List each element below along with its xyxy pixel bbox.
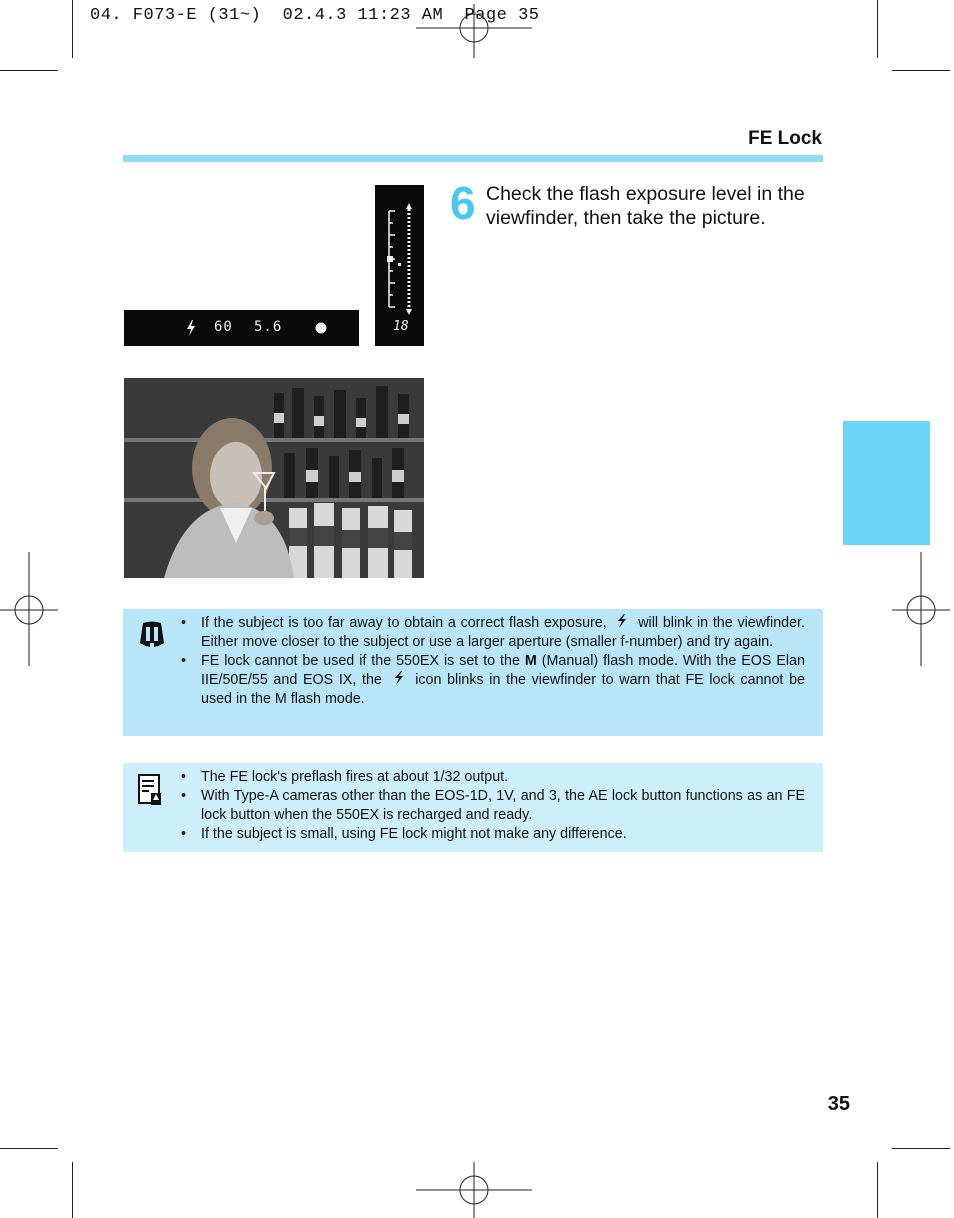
registration-mark-right (892, 552, 952, 668)
caution-note (123, 609, 823, 736)
print-header: 04. F073-E (31~) 02.4.3 11:23 AM Page 35 (90, 6, 540, 25)
info-item: • The FE lock's preflash fires at about 1/32 output. (181, 768, 805, 787)
photo-woman-with-glass (124, 378, 424, 578)
step-text: Check the flash exposure level in the viewfinder, then take the picture. (486, 183, 805, 229)
caution-item: • If the subject is too far away to obtain a correct flash exposure, will blink in the viewfinder. Either move closer to the subject or use a larger aperture (smaller f-number) and try again. (181, 614, 805, 652)
flash-icon (611, 614, 633, 628)
caution-icon (137, 621, 167, 651)
page-number: 35 (827, 1093, 850, 1115)
title-bar (123, 155, 823, 162)
aperture-value: 5.6 (254, 319, 283, 335)
info-item: • With Type-A cameras other than the EOS-1D, 1V, and 3, the AE lock button functions as an FE lock button when the 550EX is recharged and ready. (181, 787, 805, 825)
memo-icon (137, 773, 163, 807)
flash-ready-icon (314, 321, 328, 335)
info-item: • If the subject is small, using FE lock might not make any difference. (181, 825, 805, 844)
info-note (123, 763, 823, 852)
side-tab (843, 421, 930, 545)
section-title: FE Lock (748, 128, 822, 149)
registration-mark-left (0, 552, 60, 668)
photo-illustration (124, 378, 424, 578)
caution-list (181, 614, 805, 709)
viewfinder-display (124, 310, 359, 346)
registration-mark-top (416, 4, 534, 60)
step-number: 6 (450, 177, 476, 229)
info-list (181, 768, 805, 844)
flash-icon (186, 320, 196, 336)
flash-icon (388, 671, 410, 685)
registration-mark-bottom (416, 1162, 534, 1218)
fe-level-value: 18 (393, 319, 409, 334)
exposure-level-scale (375, 185, 424, 346)
shutter-speed: 60 (214, 319, 233, 335)
exposure-scale-icon (381, 203, 421, 315)
caution-item: • FE lock cannot be used if the 550EX is set to the M (Manual) flash mode. With the EOS Elan IIE/50E/55 and EOS IX, the icon blinks in the viewfinder to warn that FE lock cannot be used in the M flash mode. (181, 652, 805, 709)
